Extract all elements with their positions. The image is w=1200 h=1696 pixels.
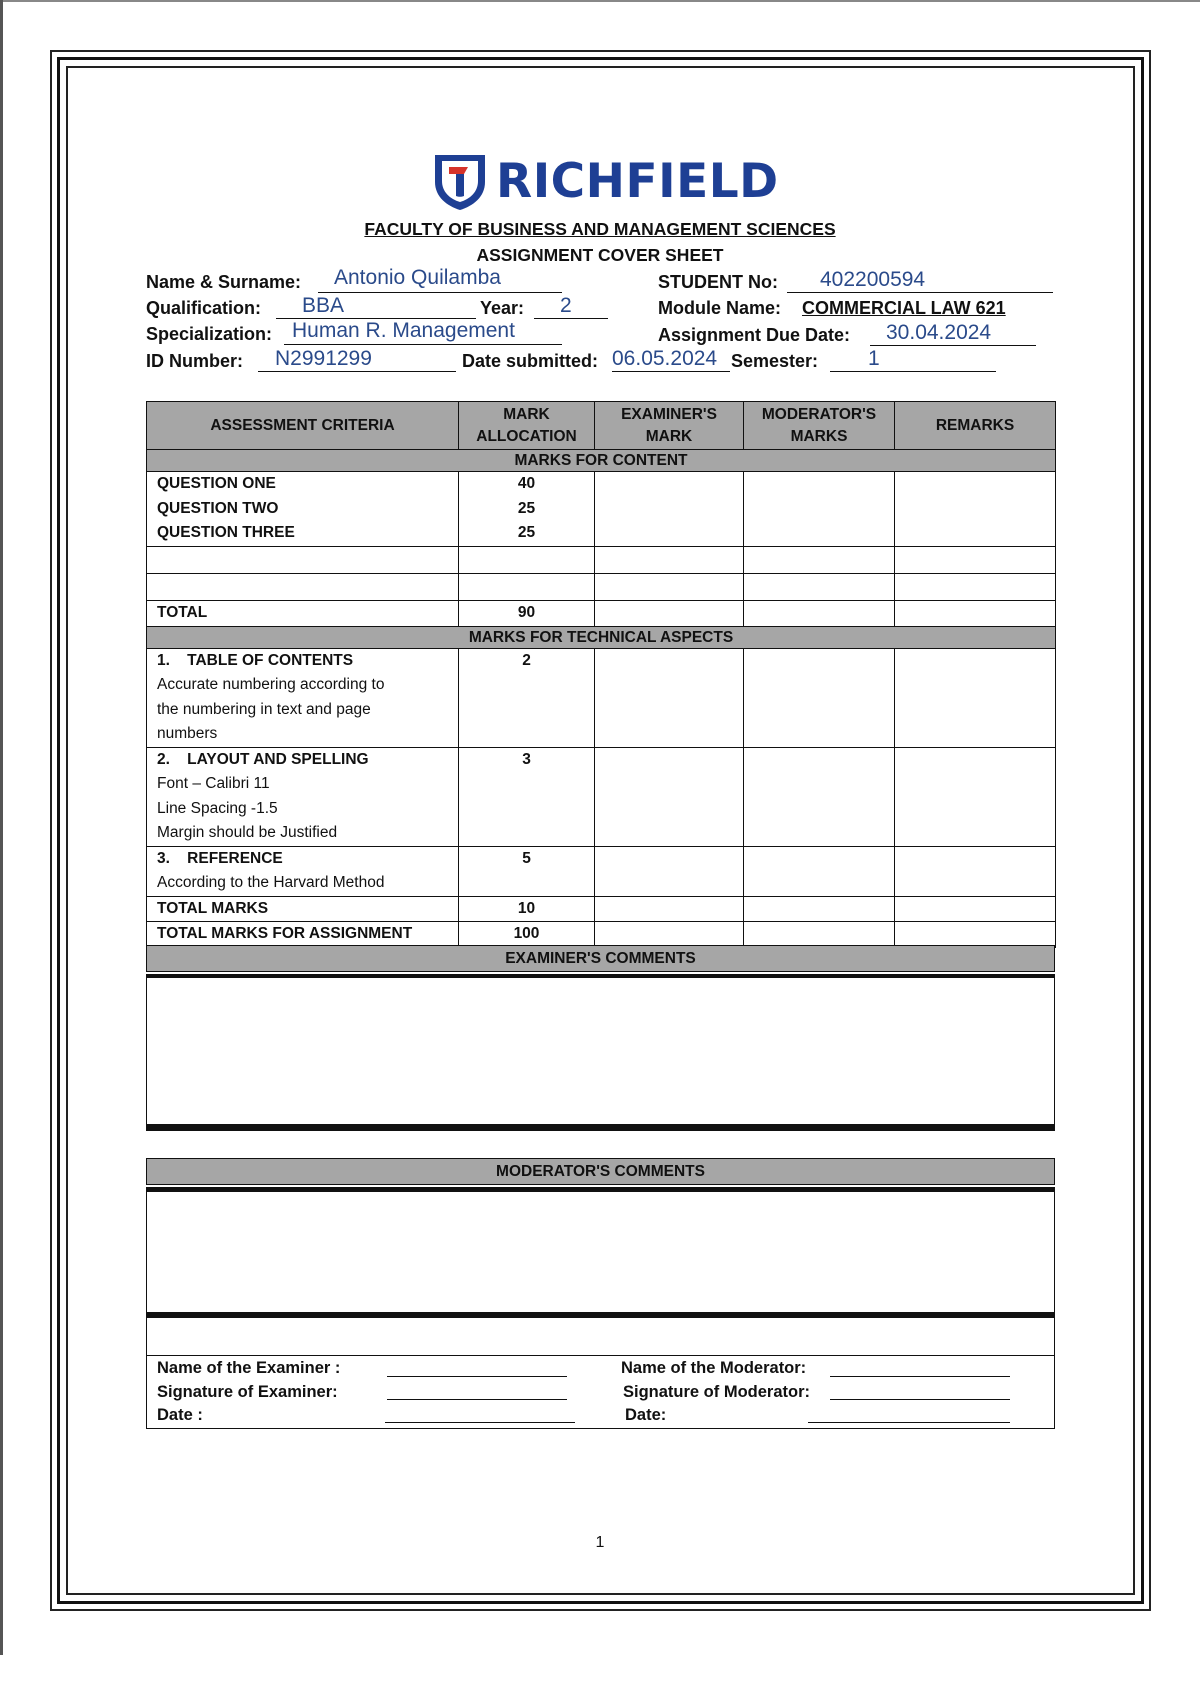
specialization-underline <box>284 344 562 345</box>
content-total-row <box>147 601 1056 627</box>
specialization-value: Human R. Management <box>292 319 515 342</box>
remarks-cell[interactable] <box>895 472 1056 547</box>
content-total-label: TOTAL <box>147 601 459 627</box>
moderator-comments-area[interactable] <box>147 1192 1053 1312</box>
module-value: COMMERCIAL LAW 621 <box>802 298 1006 318</box>
moderators-comments-heading: MODERATOR'S COMMENTS <box>146 1158 1055 1185</box>
examiner-date-label: Date : <box>157 1406 203 1424</box>
table-row <box>147 472 1056 547</box>
total-assignment-value: 100 <box>459 922 595 948</box>
specialization-label: Specialization: <box>146 324 273 344</box>
examiners-comments-heading: EXAMINER'S COMMENTS <box>146 945 1055 972</box>
examiner-signature-label: Signature of Examiner: <box>157 1383 338 1401</box>
content-band-row <box>147 450 1056 472</box>
due-date-value: 30.04.2024 <box>886 321 992 344</box>
questions-cell: QUESTION ONE QUESTION TWO QUESTION THREE <box>147 472 459 547</box>
header-remarks: REMARKS <box>895 402 1056 450</box>
semester-underline <box>830 371 996 372</box>
moderator-date-label: Date: <box>625 1406 667 1424</box>
qualification-value: BBA <box>302 294 345 317</box>
date-submitted-label: Date submitted: <box>462 351 599 371</box>
moderator-name-line[interactable] <box>830 1376 1010 1377</box>
moderator-signature-label: Signature of Moderator: <box>623 1383 811 1401</box>
marks-for-technical-band: MARKS FOR TECHNICAL ASPECTS <box>147 626 1056 648</box>
student-no-label: STUDENT No: <box>658 272 778 292</box>
examiner-name-label: Name of the Examiner : <box>157 1359 341 1377</box>
moderator-signature-line[interactable] <box>830 1399 1010 1400</box>
total-marks-label: TOTAL MARKS <box>147 896 459 922</box>
layout-spelling-cell: 2. LAYOUT AND SPELLING Font – Calibri 11 Line Spacing -1.5 Margin should be Justified <box>147 747 459 846</box>
header-assessment-criteria: ASSESSMENT CRITERIA <box>147 402 459 450</box>
total-assignment-row <box>147 922 1056 948</box>
examiner-mark-cell[interactable] <box>595 472 744 547</box>
marks-table <box>146 401 1056 948</box>
header-mark-allocation: MARK ALLOCATION <box>459 402 595 450</box>
total-marks-value: 10 <box>459 896 595 922</box>
table-row <box>147 846 1056 896</box>
table-row <box>147 747 1056 846</box>
marks-for-content-band: MARKS FOR CONTENT <box>147 450 1056 472</box>
table-row <box>147 547 1056 574</box>
page-number: 1 <box>595 1534 605 1551</box>
total-marks-row <box>147 896 1056 922</box>
shield-logo-icon <box>432 152 488 212</box>
due-date-label: Assignment Due Date: <box>658 325 851 345</box>
id-number-value: N2991299 <box>275 347 372 370</box>
module-label: Module Name: <box>658 298 782 318</box>
date-submitted-underline <box>612 371 730 372</box>
table-header-row <box>147 402 1056 450</box>
moderator-mark-cell[interactable] <box>744 472 895 547</box>
table-of-contents-cell: 1. TABLE OF CONTENTS Accurate numbering according to the numbering in text and page numbers <box>147 648 459 747</box>
id-number-label: ID Number: <box>146 351 244 371</box>
name-underline <box>318 292 562 293</box>
logo-wordmark: RICHFIELD <box>496 154 779 209</box>
year-label: Year: <box>480 298 525 318</box>
reference-cell: 3. REFERENCE According to the Harvard Method <box>147 846 459 896</box>
year-underline <box>534 318 608 319</box>
examiner-comments-bottom-rule <box>146 1124 1055 1131</box>
richfield-logo <box>432 152 779 212</box>
examiner-date-line[interactable] <box>385 1422 575 1423</box>
layout-marks: 3 <box>459 747 595 846</box>
moderator-comments-bottom-rule <box>146 1312 1055 1318</box>
table-row <box>147 648 1056 747</box>
examiner-comments-area[interactable] <box>147 978 1053 1124</box>
total-assignment-label: TOTAL MARKS FOR ASSIGNMENT <box>147 922 459 948</box>
semester-label: Semester: <box>731 351 819 371</box>
reference-marks: 5 <box>459 846 595 896</box>
year-value: 2 <box>560 294 572 317</box>
student-no-underline <box>787 292 1053 293</box>
cover-sheet-title: ASSIGNMENT COVER SHEET <box>476 245 724 265</box>
name-label: Name & Surname: <box>146 272 302 292</box>
page-top-edge <box>0 0 1200 2</box>
header-moderators-marks: MODERATOR'S MARKS <box>744 402 895 450</box>
student-no-value: 402200594 <box>820 268 926 291</box>
table-row <box>147 574 1056 601</box>
semester-value: 1 <box>868 347 880 370</box>
examiner-signature-line[interactable] <box>387 1399 567 1400</box>
date-submitted-value: 06.05.2024 <box>612 347 718 370</box>
name-value: Antonio Quilamba <box>334 266 501 289</box>
faculty-heading: FACULTY OF BUSINESS AND MANAGEMENT SCIENCES <box>364 219 836 239</box>
technical-band-row <box>147 626 1056 648</box>
questions-marks-cell: 40 25 25 <box>459 472 595 547</box>
moderator-name-label: Name of the Moderator: <box>621 1359 807 1377</box>
due-date-underline <box>870 345 1036 346</box>
content-total-marks: 90 <box>459 601 595 627</box>
toc-marks: 2 <box>459 648 595 747</box>
qualification-label: Qualification: <box>146 298 262 318</box>
header-examiners-mark: EXAMINER'S MARK <box>595 402 744 450</box>
examiner-name-line[interactable] <box>387 1376 567 1377</box>
id-number-underline <box>258 371 456 372</box>
moderator-date-line[interactable] <box>808 1422 1010 1423</box>
